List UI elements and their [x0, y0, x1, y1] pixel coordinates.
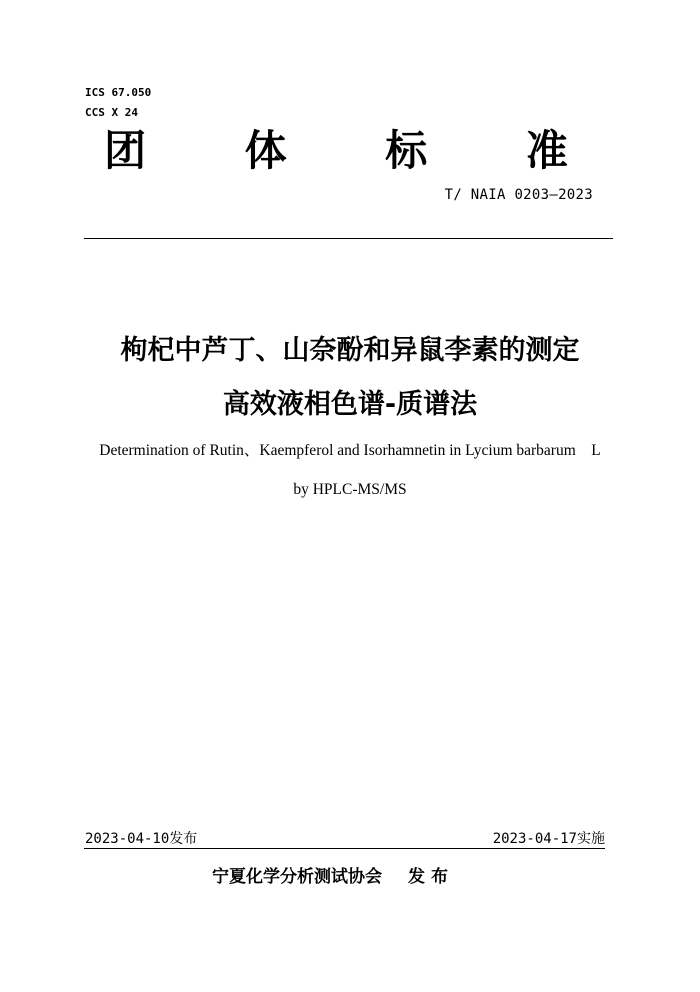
- bottom-divider: [84, 848, 605, 849]
- implementation-date: [493, 830, 605, 848]
- issue-date: [85, 830, 197, 848]
- ics-code: ICS 67.050: [85, 86, 152, 99]
- english-title-line-1: [0, 441, 700, 461]
- ccs-code: CCS X 24: [85, 106, 138, 119]
- publisher-line: [0, 866, 700, 888]
- chinese-title-line-1: 枸杞中芦丁、山奈酚和异鼠李素的测定: [120, 335, 580, 366]
- standard-number: T/ NAIA 0203—2023: [444, 187, 593, 203]
- english-title-part-c: L: [575, 442, 601, 459]
- publisher-name: 宁夏化学分析测试协会: [212, 867, 383, 887]
- standard-type-heading: 团 体 标 准: [104, 126, 610, 175]
- implementation-date-value: 2023-04-17: [492, 831, 577, 847]
- implementation-date-label: 实施: [577, 831, 605, 847]
- english-title-part-a: Determination of Rutin、Kaempferol and Isorhamnetin in: [99, 442, 466, 459]
- english-title-species: Lycium barbarum: [465, 442, 576, 459]
- english-title-line-2: by HPLC-MS/MS: [293, 481, 407, 498]
- top-divider: [84, 238, 613, 239]
- issue-date-value: 2023-04-10: [85, 831, 170, 847]
- chinese-title-line-2: 高效液相色谱-质谱法: [222, 389, 478, 420]
- publisher-action: 发 布: [408, 867, 448, 887]
- issue-date-label: 发布: [169, 831, 198, 847]
